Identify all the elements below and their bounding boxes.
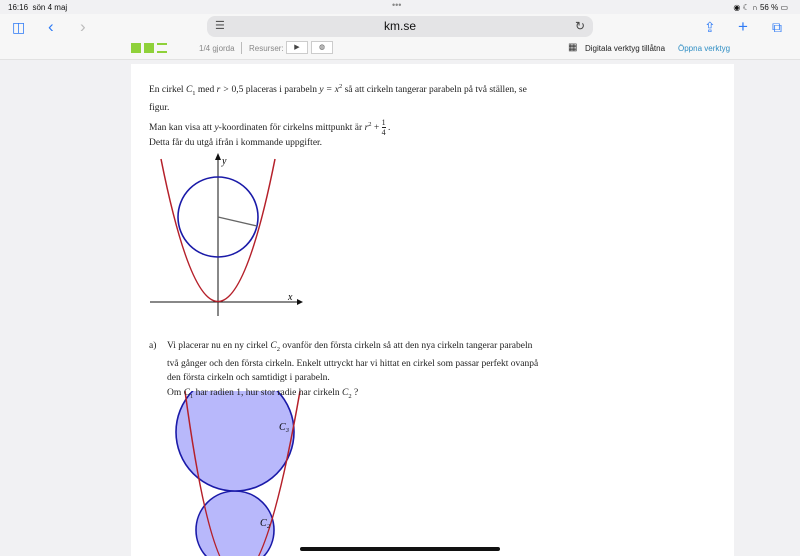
url-text: km.se — [383, 19, 416, 33]
status-icons: ◉ ☾ ∩ 56 % ▭ — [733, 3, 788, 12]
reload-icon[interactable]: ↻ — [574, 19, 585, 33]
resources-label: Resurser: — [249, 44, 284, 53]
multitask-dots[interactable]: ••• — [392, 0, 402, 10]
browser-toolbar — [0, 14, 800, 40]
progress-block[interactable] — [144, 43, 154, 53]
c3-label: C₃ — [279, 422, 290, 433]
question-a-prompt: Om $C_1$ har radien 1, hur stor radie har cirkeln $C_2$ ? — [167, 388, 359, 400]
tools-allowed-text: Digitala verktyg tillåtna — [585, 44, 666, 53]
new-tab-icon[interactable]: + — [738, 17, 748, 36]
tabs-icon[interactable]: ⧉ — [772, 19, 782, 35]
question-a-text: Vi placerar nu en ny cirkel $C_2$ ovanför den första cirkeln så att den nya cirkeln tangerar parabeln två gånger och den första cirkeln. Enkelt uttryckt har vi hittat en cirkel som passar perfekt ovanpå den första cirkeln och samtidigt i parabeln. — [167, 341, 539, 383]
x-axis-arrow — [297, 299, 303, 305]
figures — [131, 64, 734, 556]
status-time: 16:16 sön 4 maj — [8, 3, 68, 12]
video-icon[interactable]: ▶ — [286, 41, 308, 54]
radius-line — [218, 217, 257, 226]
progress-block[interactable] — [131, 43, 141, 53]
intro-paragraph: En cirkel $C_1$ med r > 0,5 placeras i parabeln $y = x^2$ så att cirkeln tangerar parabeln på två ställen, se figur. — [149, 83, 527, 114]
sidebar-icon[interactable]: ◫ — [12, 19, 26, 35]
open-tools-link[interactable]: Öppna verktyg — [678, 44, 731, 53]
exam-bar — [0, 40, 800, 60]
x-axis-label: x — [288, 292, 293, 303]
forward-icon[interactable]: › — [80, 17, 86, 36]
status-bar — [0, 0, 800, 14]
share-icon[interactable]: ⇪ — [704, 19, 716, 35]
back-icon[interactable]: ‹ — [48, 17, 54, 36]
progress-text: 1/4 gjorda — [199, 44, 235, 53]
figure-1 — [150, 153, 303, 316]
midpoint-paragraph: Man kan visa att y-koordinaten för cirkelns mittpunkt är $r^2$ + $\frac{1}{4}$ . — [149, 118, 391, 138]
divider — [241, 42, 242, 54]
progress-block-current[interactable] — [157, 43, 167, 53]
c2-label: C₂ — [260, 518, 271, 529]
problem-card — [131, 64, 734, 556]
y-axis-label: y — [222, 156, 227, 167]
calculator-icon: ▦ — [568, 42, 578, 53]
globe-icon[interactable]: ◍ — [311, 41, 333, 54]
assumption-text: Detta får du utgå ifrån i kommande uppgifter. — [149, 138, 323, 148]
fraction: $\frac{1}{4}$ — [381, 118, 386, 138]
y-axis-arrow — [215, 153, 221, 160]
address-bar[interactable] — [207, 16, 593, 37]
home-indicator[interactable] — [300, 547, 500, 551]
page-menu-icon[interactable]: ☰ — [215, 20, 225, 32]
question-a-label: a) — [149, 341, 157, 351]
